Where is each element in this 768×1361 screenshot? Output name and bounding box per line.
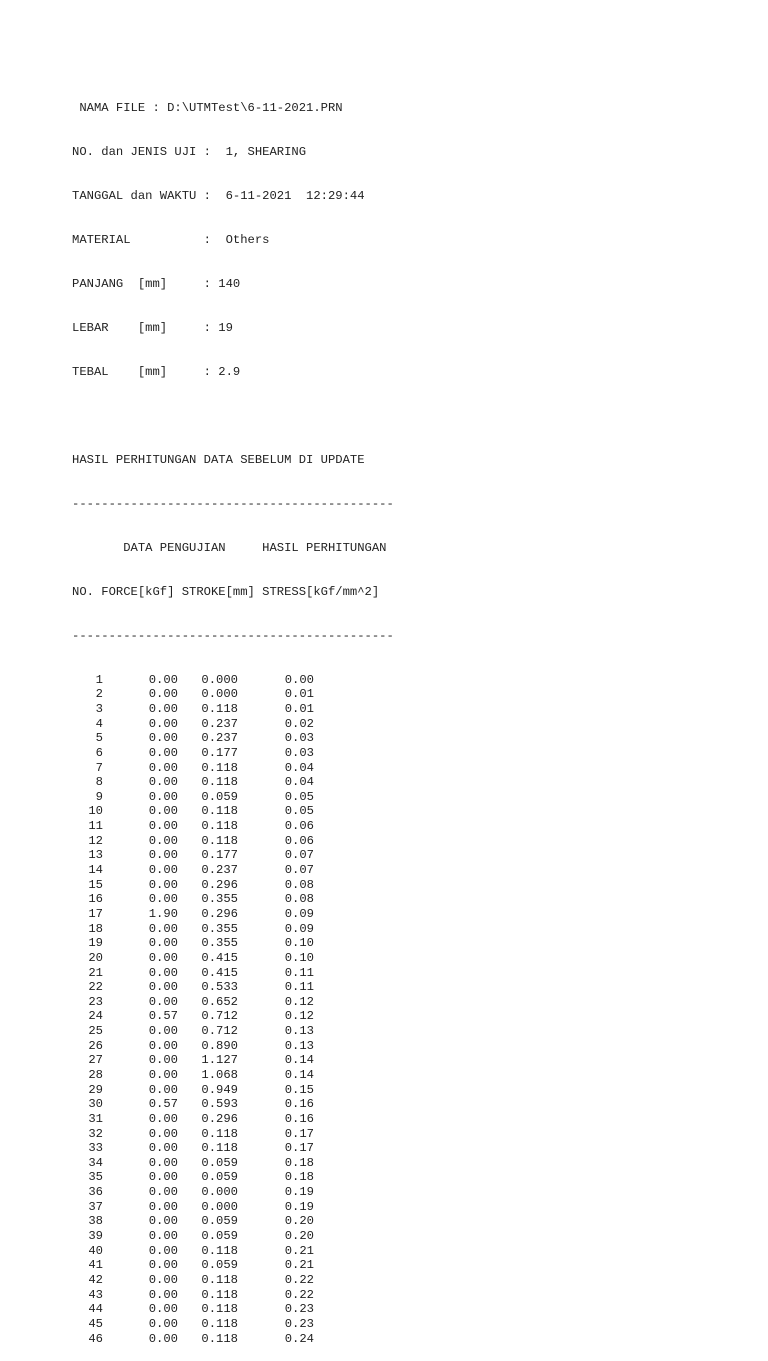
stroke-cell: 0.890 — [201, 1038, 238, 1053]
table-row — [72, 702, 394, 717]
force-cell: 0.00 — [148, 775, 178, 790]
blank-line — [72, 409, 394, 424]
force-cell: 0.00 — [148, 701, 178, 716]
row-number: 4 — [95, 716, 103, 731]
stress-cell: 0.10 — [284, 950, 314, 965]
force-cell: 0.00 — [148, 1111, 178, 1126]
row-number: 20 — [88, 950, 103, 965]
table-row — [72, 1083, 394, 1098]
stress-cell: 0.11 — [284, 980, 314, 995]
force-cell: 0.00 — [148, 1214, 178, 1229]
row-number: 17 — [88, 906, 103, 921]
stroke-cell: 0.712 — [201, 1024, 238, 1039]
stroke-cell: 1.127 — [201, 1053, 238, 1068]
force-cell: 0.00 — [148, 760, 178, 775]
stroke-cell: 0.118 — [201, 1287, 238, 1302]
stroke-cell: 0.118 — [201, 833, 238, 848]
force-cell: 0.00 — [148, 1272, 178, 1287]
row-number: 15 — [88, 877, 103, 892]
table-row — [72, 936, 394, 951]
table-row — [72, 951, 394, 966]
stroke-cell: 0.118 — [201, 1243, 238, 1258]
force-cell: 0.00 — [148, 1302, 178, 1317]
force-cell: 0.00 — [148, 672, 178, 687]
row-number: 35 — [88, 1170, 103, 1185]
force-cell: 0.00 — [148, 804, 178, 819]
table-row — [72, 804, 394, 819]
stress-cell: 0.09 — [284, 906, 314, 921]
row-number: 3 — [95, 701, 103, 716]
table-row — [72, 1229, 394, 1244]
stress-cell: 0.10 — [284, 936, 314, 951]
force-cell: 0.00 — [148, 1243, 178, 1258]
stroke-cell: 0.415 — [201, 965, 238, 980]
stroke-cell: 0.118 — [201, 1302, 238, 1317]
table-row — [72, 1127, 394, 1142]
row-number: 2 — [95, 687, 103, 702]
row-number: 18 — [88, 921, 103, 936]
stress-cell: 0.11 — [284, 965, 314, 980]
stroke-cell: 0.949 — [201, 1082, 238, 1097]
row-number: 13 — [88, 848, 103, 863]
table-row — [72, 907, 394, 922]
force-cell: 0.00 — [148, 1141, 178, 1156]
table-row — [72, 1053, 394, 1068]
force-cell: 0.00 — [148, 833, 178, 848]
force-cell: 0.00 — [148, 1038, 178, 1053]
stress-cell: 0.08 — [284, 892, 314, 907]
stroke-cell: 0.059 — [201, 1214, 238, 1229]
stress-cell: 0.04 — [284, 760, 314, 775]
force-cell: 0.00 — [148, 863, 178, 878]
force-cell: 0.00 — [148, 936, 178, 951]
header-tanggal-waktu: TANGGAL dan WAKTU : 6-11-2021 12:29:44 — [72, 189, 365, 204]
stress-cell: 0.07 — [284, 863, 314, 878]
table-row — [72, 731, 394, 746]
row-number: 44 — [88, 1302, 103, 1317]
stress-cell: 0.23 — [284, 1316, 314, 1331]
stress-cell: 0.19 — [284, 1199, 314, 1214]
stroke-cell: 0.237 — [201, 716, 238, 731]
force-cell: 0.00 — [148, 789, 178, 804]
stress-cell: 0.04 — [284, 775, 314, 790]
table-row — [72, 790, 394, 805]
row-number: 21 — [88, 965, 103, 980]
row-number: 33 — [88, 1141, 103, 1156]
force-cell: 0.00 — [148, 1155, 178, 1170]
stroke-cell: 1.068 — [201, 1068, 238, 1082]
row-number: 6 — [95, 745, 103, 760]
table-row — [72, 1156, 394, 1171]
stress-cell: 0.01 — [284, 687, 314, 702]
row-number: 39 — [88, 1229, 103, 1244]
row-number: 11 — [88, 819, 103, 834]
stress-cell: 0.05 — [284, 804, 314, 819]
table-row — [72, 717, 394, 732]
stroke-cell: 0.237 — [201, 731, 238, 746]
row-number: 37 — [88, 1199, 103, 1214]
stress-cell: 0.06 — [284, 819, 314, 834]
stress-cell: 0.18 — [284, 1170, 314, 1185]
table-row — [72, 980, 394, 995]
stroke-cell: 0.415 — [201, 950, 238, 965]
table-row — [72, 1141, 394, 1156]
stroke-cell: 0.118 — [201, 775, 238, 790]
stroke-cell: 0.355 — [201, 892, 238, 907]
row-number: 27 — [88, 1053, 103, 1068]
stroke-cell: 0.237 — [201, 863, 238, 878]
table-row — [72, 1317, 394, 1332]
force-cell: 0.00 — [148, 892, 178, 907]
stress-cell: 0.20 — [284, 1229, 314, 1244]
divider-header: -------------------------------------------- — [72, 628, 394, 643]
table-header-columns: NO. FORCE[kGf] STROKE[mm] STRESS[kGf/mm^2] — [72, 584, 380, 599]
stroke-cell: 0.118 — [201, 1141, 238, 1156]
stress-cell: 0.13 — [284, 1038, 314, 1053]
table-row — [72, 1214, 394, 1229]
stress-cell: 0.09 — [284, 921, 314, 936]
table-row — [72, 687, 394, 702]
row-number: 16 — [88, 892, 103, 907]
row-number: 32 — [88, 1126, 103, 1141]
force-cell: 0.00 — [148, 994, 178, 1009]
stress-cell: 0.12 — [284, 994, 314, 1009]
row-number: 43 — [88, 1287, 103, 1302]
stroke-cell: 0.059 — [201, 789, 238, 804]
stress-cell: 0.18 — [284, 1155, 314, 1170]
stress-cell: 0.03 — [284, 745, 314, 760]
table-row — [72, 1302, 394, 1317]
force-cell: 0.00 — [148, 848, 178, 863]
row-number: 40 — [88, 1243, 103, 1258]
force-cell: 1.90 — [148, 906, 178, 921]
stroke-cell: 0.177 — [201, 745, 238, 760]
table-row — [72, 1068, 394, 1083]
force-cell: 0.00 — [148, 1024, 178, 1039]
force-cell: 0.00 — [148, 819, 178, 834]
table-row — [72, 775, 394, 790]
table-row — [72, 834, 394, 849]
row-number: 26 — [88, 1038, 103, 1053]
force-cell: 0.00 — [148, 1053, 178, 1068]
force-cell: 0.00 — [148, 877, 178, 892]
stroke-cell: 0.118 — [201, 760, 238, 775]
force-cell: 0.00 — [148, 1170, 178, 1185]
row-number: 31 — [88, 1111, 103, 1126]
header-lebar: LEBAR [mm] : 19 — [72, 321, 233, 336]
force-cell: 0.00 — [148, 687, 178, 702]
row-number: 45 — [88, 1316, 103, 1331]
stress-cell: 0.21 — [284, 1243, 314, 1258]
stress-cell: 0.00 — [284, 672, 314, 687]
row-number: 25 — [88, 1024, 103, 1039]
force-cell: 0.00 — [148, 1316, 178, 1331]
stroke-cell: 0.593 — [201, 1097, 238, 1112]
stress-cell: 0.12 — [284, 1009, 314, 1024]
stress-cell: 0.22 — [284, 1272, 314, 1287]
stroke-cell: 0.652 — [201, 994, 238, 1009]
report-document — [72, 72, 394, 1361]
table-row — [72, 1200, 394, 1215]
stress-cell: 0.21 — [284, 1258, 314, 1273]
table-row — [72, 1244, 394, 1259]
stroke-cell: 0.355 — [201, 921, 238, 936]
section-title: HASIL PERHITUNGAN DATA SEBELUM DI UPDATE — [72, 452, 365, 467]
stress-cell: 0.23 — [284, 1302, 314, 1317]
data-table-body — [72, 673, 394, 1346]
table-row — [72, 761, 394, 776]
table-row — [72, 1185, 394, 1200]
force-cell: 0.00 — [148, 965, 178, 980]
row-number: 29 — [88, 1082, 103, 1097]
stroke-cell: 0.000 — [201, 672, 238, 687]
row-number: 36 — [88, 1185, 103, 1200]
stress-cell: 0.05 — [284, 789, 314, 804]
force-cell: 0.00 — [148, 1331, 178, 1346]
stroke-cell: 0.712 — [201, 1009, 238, 1024]
stress-cell: 0.13 — [284, 1024, 314, 1039]
force-cell: 0.57 — [148, 1097, 178, 1112]
table-row — [72, 746, 394, 761]
header-panjang: PANJANG [mm] : 140 — [72, 277, 241, 292]
table-row — [72, 966, 394, 981]
row-number: 28 — [88, 1068, 103, 1082]
stroke-cell: 0.059 — [201, 1170, 238, 1185]
divider-top: -------------------------------------------- — [72, 496, 394, 511]
table-row — [72, 892, 394, 907]
table-header-group: DATA PENGUJIAN HASIL PERHITUNGAN — [72, 540, 387, 555]
row-number: 46 — [88, 1331, 103, 1346]
row-number: 23 — [88, 994, 103, 1009]
header-material: MATERIAL : Others — [72, 233, 270, 248]
stroke-cell: 0.533 — [201, 980, 238, 995]
table-row — [72, 878, 394, 893]
force-cell: 0.00 — [148, 1199, 178, 1214]
row-number: 1 — [95, 672, 103, 687]
row-number: 14 — [88, 863, 103, 878]
stroke-cell: 0.296 — [201, 906, 238, 921]
stress-cell: 0.06 — [284, 833, 314, 848]
stress-cell: 0.20 — [284, 1214, 314, 1229]
stroke-cell: 0.000 — [201, 1185, 238, 1200]
table-row — [72, 1170, 394, 1185]
force-cell: 0.00 — [148, 716, 178, 731]
table-row — [72, 1039, 394, 1054]
force-cell: 0.00 — [148, 1229, 178, 1244]
table-row — [72, 1273, 394, 1288]
force-cell: 0.00 — [148, 1287, 178, 1302]
row-number: 30 — [88, 1097, 103, 1112]
force-cell: 0.00 — [148, 745, 178, 760]
stroke-cell: 0.118 — [201, 804, 238, 819]
table-row — [72, 1009, 394, 1024]
force-cell: 0.00 — [148, 980, 178, 995]
stroke-cell: 0.059 — [201, 1229, 238, 1244]
stroke-cell: 0.355 — [201, 936, 238, 951]
table-row — [72, 1258, 394, 1273]
row-number: 8 — [95, 775, 103, 790]
force-cell: 0.00 — [148, 1185, 178, 1200]
table-row — [72, 848, 394, 863]
row-number: 7 — [95, 760, 103, 775]
row-number: 22 — [88, 980, 103, 995]
force-cell: 0.00 — [148, 731, 178, 746]
row-number: 42 — [88, 1272, 103, 1287]
stroke-cell: 0.118 — [201, 1272, 238, 1287]
table-row — [72, 819, 394, 834]
stroke-cell: 0.118 — [201, 701, 238, 716]
force-cell: 0.00 — [148, 950, 178, 965]
stress-cell: 0.01 — [284, 701, 314, 716]
force-cell: 0.00 — [148, 921, 178, 936]
row-number: 5 — [95, 731, 103, 746]
stroke-cell: 0.000 — [201, 1199, 238, 1214]
row-number: 24 — [88, 1009, 103, 1024]
table-row — [72, 863, 394, 878]
table-row — [72, 1024, 394, 1039]
force-cell: 0.00 — [148, 1126, 178, 1141]
stroke-cell: 0.296 — [201, 877, 238, 892]
row-number: 19 — [88, 936, 103, 951]
header-tebal: TEBAL [mm] : 2.9 — [72, 365, 241, 380]
stress-cell: 0.15 — [284, 1082, 314, 1097]
stress-cell: 0.16 — [284, 1097, 314, 1112]
force-cell: 0.00 — [148, 1082, 178, 1097]
stroke-cell: 0.000 — [201, 687, 238, 702]
stroke-cell: 0.118 — [201, 1316, 238, 1331]
stress-cell: 0.17 — [284, 1141, 314, 1156]
table-row — [72, 673, 394, 688]
stress-cell: 0.17 — [284, 1126, 314, 1141]
stress-cell: 0.14 — [284, 1053, 314, 1068]
row-number: 34 — [88, 1155, 103, 1170]
table-row — [72, 1332, 394, 1347]
stroke-cell: 0.118 — [201, 1331, 238, 1346]
table-row — [72, 1097, 394, 1112]
table-row — [72, 995, 394, 1010]
stress-cell: 0.02 — [284, 716, 314, 731]
stroke-cell: 0.059 — [201, 1155, 238, 1170]
stroke-cell: 0.059 — [201, 1258, 238, 1273]
stress-cell: 0.07 — [284, 848, 314, 863]
row-number: 12 — [88, 833, 103, 848]
header-jenis-uji: NO. dan JENIS UJI : 1, SHEARING — [72, 145, 307, 160]
row-number: 9 — [95, 789, 103, 804]
row-number: 41 — [88, 1258, 103, 1273]
stress-cell: 0.14 — [284, 1068, 314, 1082]
stroke-cell: 0.118 — [201, 819, 238, 834]
table-row — [72, 1288, 394, 1303]
stress-cell: 0.08 — [284, 877, 314, 892]
force-cell: 0.00 — [148, 1258, 178, 1273]
stroke-cell: 0.296 — [201, 1111, 238, 1126]
stress-cell: 0.22 — [284, 1287, 314, 1302]
stress-cell: 0.19 — [284, 1185, 314, 1200]
force-cell: 0.00 — [148, 1068, 178, 1082]
row-number: 10 — [88, 804, 103, 819]
stroke-cell: 0.177 — [201, 848, 238, 863]
stress-cell: 0.16 — [284, 1111, 314, 1126]
stress-cell: 0.03 — [284, 731, 314, 746]
header-nama-file: NAMA FILE : D:\UTMTest\6-11-2021.PRN — [72, 101, 343, 116]
force-cell: 0.57 — [148, 1009, 178, 1024]
stroke-cell: 0.118 — [201, 1126, 238, 1141]
row-number: 38 — [88, 1214, 103, 1229]
table-row — [72, 922, 394, 937]
table-row — [72, 1112, 394, 1127]
stress-cell: 0.24 — [284, 1331, 314, 1346]
